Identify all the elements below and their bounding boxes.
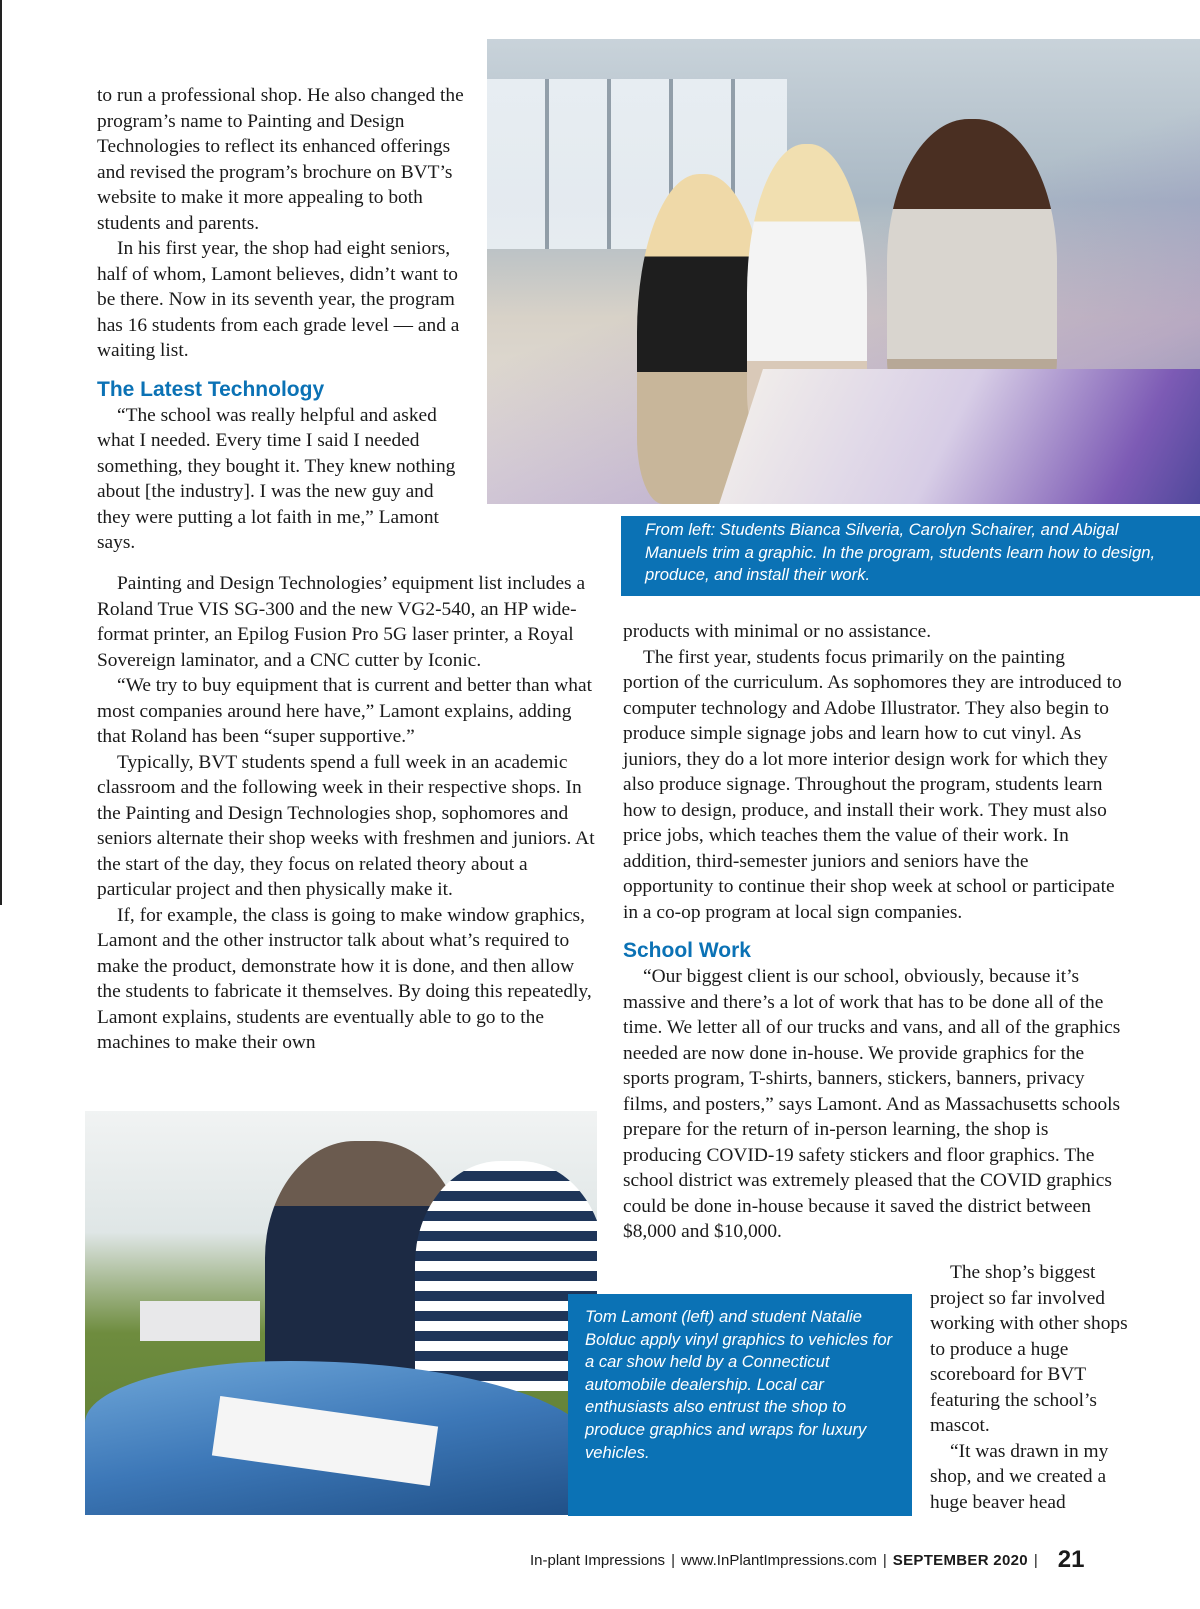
photo-caption-top: From left: Students Bianca Silveria, Carolyn Schairer, and Abigal Manuels trim a graphic. In the program, students learn how to design, produce, and install their work. [621, 516, 1200, 596]
paragraph: to run a professional shop. He also changed the program’s name to Painting and Design Technologies to reflect its enhanced offerings and revised the program’s brochure on BVT’s website to make it more appealing to both students and parents. [97, 85, 464, 234]
paragraph: The first year, students focus primarily on the painting portion of the curriculum. As sophomores they are introduced to computer technology and Adobe Illustrator. They also begin to produce simple signage jobs and learn how to cut vinyl. As juniors, they do a lot more interior design work for which they also produce signage. Throughout the program, students learn how to design, produce, and install their work. They must also price jobs, which teaches them the value of their work. In addition, third-semester juniors and seniors have the opportunity to continue their shop week at school or participate in a co-op program at local sign companies. [623, 646, 1122, 923]
footer-separator: | [1033, 1551, 1038, 1569]
article-column-left-mid [97, 571, 597, 1056]
footer-separator: | [882, 1551, 887, 1569]
paragraph: “Our biggest client is our school, obviously, because it’s massive and there’s a lot of work that has to be done all of the time. We letter all of our trucks and vans, and all of the graphics needed are now done in-house. We provide graphics for the sports program, T-shirts, banners, stickers, banners, privacy films, and posters,” says Lamont. And as Massachusetts schools prepare for the return of in-person learning, the shop is producing COVID-19 safety stickers and floor graphics. The school district was extremely pleased that the COVID graphics could be done in-house because it saved the district between $8,000 and $10,000. [623, 966, 1121, 1242]
page-footer [530, 1542, 1170, 1578]
paragraph: “It was drawn in my shop, and we created a huge beaver head [930, 1440, 1109, 1513]
paragraph: Painting and Design Technologies’ equipment list includes a Roland True VIS SG-300 and the new VG2-540, an HP wide-format printer, an Epilog Fusion Pro 5G laser printer, a Royal Sovereign laminator, and a CNC cutter by Iconic. [97, 573, 586, 671]
page-edge-rule [0, 0, 2, 905]
event-tent [140, 1301, 260, 1341]
footer-publication: In-plant Impressions [530, 1551, 666, 1569]
footer-issue: SEPTEMBER 2020 [892, 1551, 1028, 1569]
students-trimming-graphic-photo [487, 39, 1200, 504]
section-heading-latest-technology: The Latest Technology [97, 377, 325, 401]
footer-separator: | [671, 1551, 675, 1569]
paragraph: If, for example, the class is going to make window graphics, Lamont and the other instructor talk about what’s required to make the product, demonstrate how it is done, and then allow the students to fabricate it themselves. By doing this repeatedly, Lamont explains, students are eventually able to go to the machines to make their own [97, 904, 592, 1053]
section-heading-school-work: School Work [623, 939, 751, 962]
article-column-right-narrow [930, 1260, 1130, 1515]
article-column-left-top [97, 83, 467, 556]
photo-caption-bottom: Tom Lamont (left) and student Natalie Bolduc apply vinyl graphics to vehicles for a car show held by a Connecticut automobile dealership. Local car enthusiasts also entrust the shop to produce graphics and wraps for luxury vehicles. [568, 1294, 912, 1516]
footer-website-link[interactable]: www.InPlantImpressions.com [680, 1551, 877, 1569]
paragraph: In his first year, the shop had eight seniors, half of whom, Lamont believes, didn’t want to be there. Now in its seventh year, the program has 16 students from each grade level — and a waiting list. [97, 238, 460, 361]
paragraph: “We try to buy equipment that is current and better than what most companies around here have,” Lamont explains, adding that Roland has been “super supportive.” [97, 675, 592, 747]
article-column-right [623, 619, 1123, 1245]
car-vinyl-application-photo [85, 1111, 597, 1515]
paragraph: “The school was really helpful and asked what I needed. Every time I said I needed something, they bought it. They knew nothing about [the industry]. I was the new guy and they were putting a lot faith in me,” Lamont says. [97, 404, 456, 553]
paragraph: Typically, BVT students spend a full week in an academic classroom and the following week in their respective shops. In the Painting and Design Technologies shop, sophomores and seniors alternate their shop weeks with freshmen and juniors. At the start of the day, they focus on related theory about a particular project and then physically make it. [97, 751, 595, 900]
printed-graphic [711, 369, 1200, 504]
page-number: 21 [1057, 1546, 1085, 1573]
paragraph: The shop’s biggest project so far involved working with other shops to produce a huge scoreboard for BVT featuring the school’s mascot. [930, 1262, 1128, 1436]
paragraph: products with minimal or no assistance. [623, 621, 932, 642]
